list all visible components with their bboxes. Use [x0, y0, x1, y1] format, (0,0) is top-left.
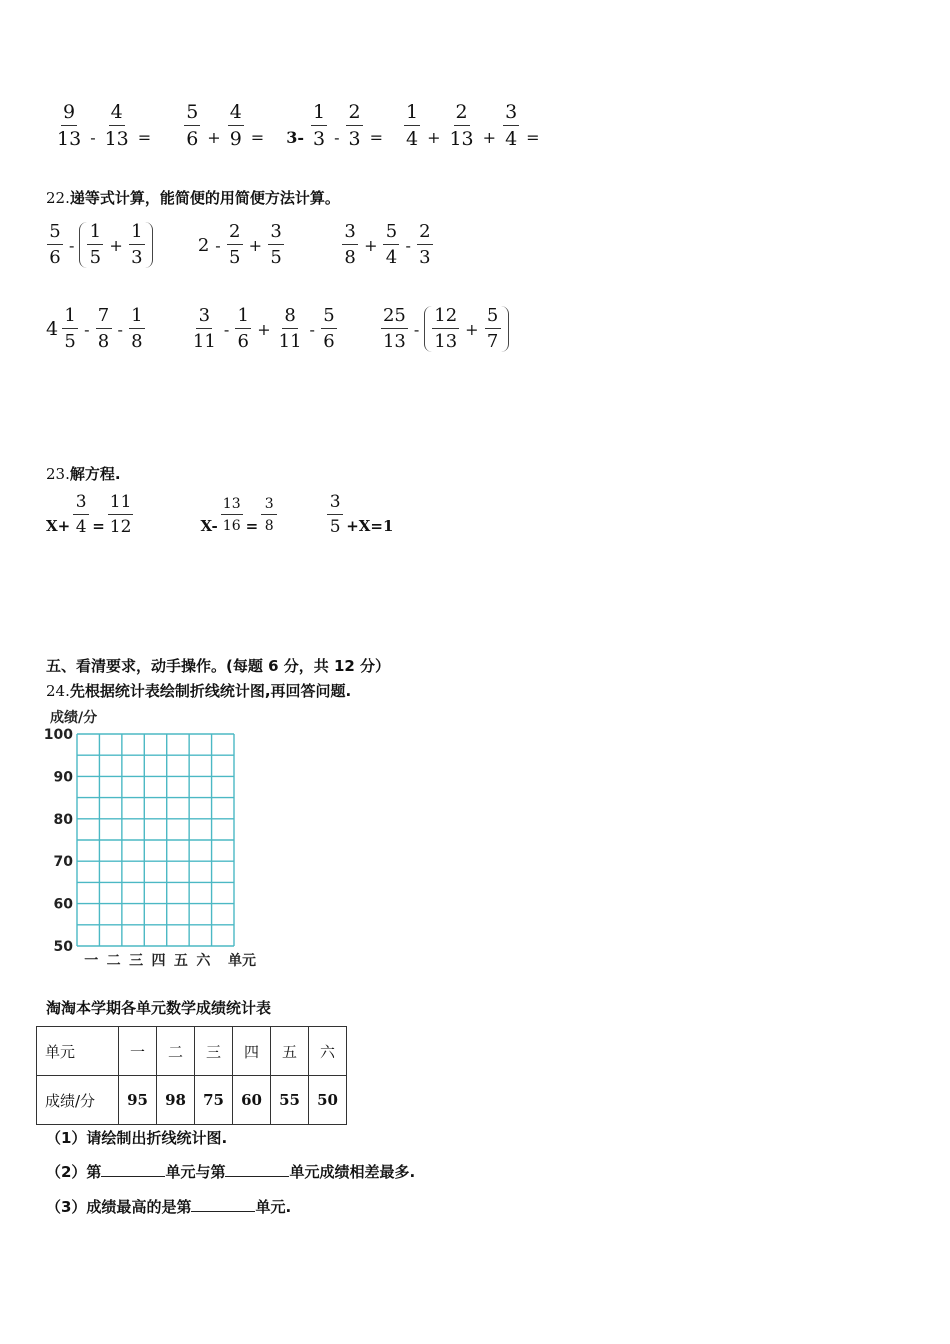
mixed-number: 4 $\frac{1}{5}$ — [46, 307, 81, 351]
fraction: $\frac{3}{8}$ — [342, 223, 358, 267]
fraction: $\frac{5}{6}$ — [186, 101, 199, 150]
unit-cell: 一 — [119, 1027, 157, 1076]
operator: - — [90, 127, 96, 147]
unit-cell: 五 — [271, 1027, 309, 1076]
fraction: $\frac{11}{12}$ — [109, 492, 132, 537]
row-header-unit: 单元 — [37, 1027, 119, 1076]
table-row-scores — [37, 1076, 347, 1125]
operator: - — [223, 319, 230, 339]
question-22-heading: 22.递等式计算，能简便的用简便方法计算。 — [46, 189, 340, 207]
sub-question-2: （2）第 单元与第 单元成绩相差最多. — [46, 1163, 416, 1181]
equals: = — [137, 127, 152, 147]
x-tick-label: 五 — [173, 953, 188, 969]
x-tick-label: 三 — [129, 953, 144, 969]
fraction: $\frac{3}{4}$ — [73, 494, 89, 536]
fraction: $\frac{8}{11}$ — [278, 305, 302, 352]
fraction: $\frac{3}{5}$ — [327, 494, 343, 536]
operator: + — [364, 235, 378, 255]
sub-question-3: （3）成绩最高的是第 单元. — [46, 1198, 292, 1216]
sub-question-1: （1）请绘制出折线统计图. — [46, 1129, 228, 1147]
equation-lead: X- — [200, 517, 218, 535]
unit-cell: 四 — [233, 1027, 271, 1076]
operator: - — [309, 319, 315, 339]
equation-lead: X+ — [46, 517, 71, 535]
fraction: $\frac{5}{4}$ — [383, 223, 399, 267]
fraction: $\frac{3}{5}$ — [268, 223, 284, 267]
fraction: $\frac{7}{8}$ — [96, 307, 112, 351]
parenthesis-group: $\frac{1}{5}$ + $\frac{1}{3}$ — [79, 222, 152, 268]
y-tick-label: 70 — [53, 854, 73, 871]
score-cell: 60 — [233, 1076, 271, 1125]
operator: + — [207, 127, 221, 147]
equals: = — [245, 517, 259, 535]
unit-cell: 二 — [157, 1027, 195, 1076]
lead-term: 2 — [197, 234, 210, 256]
fraction: $\frac{2}{13}$ — [449, 101, 474, 150]
line-chart-grid[interactable] — [40, 704, 280, 974]
question-23-heading: 23.解方程. — [46, 465, 121, 483]
fraction: $\frac{3}{4}$ — [505, 101, 518, 150]
operator: - — [405, 235, 411, 255]
parenthesis-group: $\frac{12}{13}$ + $\frac{5}{7}$ — [424, 306, 508, 352]
equals: = — [250, 127, 265, 147]
fraction: $\frac{1}{4}$ — [405, 101, 419, 150]
fraction: $\frac{25}{13}$ — [382, 305, 406, 352]
x-tick-label: 六 — [196, 953, 211, 969]
q22-row-b — [46, 306, 511, 352]
lead-term: 3- — [286, 127, 304, 147]
score-cell: 75 — [195, 1076, 233, 1125]
fraction: $\frac{13}{16}$ — [222, 496, 241, 534]
operator: - — [84, 319, 90, 339]
score-cell: 95 — [119, 1076, 157, 1125]
operator: - — [334, 127, 340, 147]
answer-blank[interactable] — [225, 1162, 289, 1177]
x-tick-label: 二 — [106, 953, 121, 969]
score-cell: 98 — [157, 1076, 195, 1125]
fraction: $\frac{4}{9}$ — [229, 101, 242, 150]
section-5-heading: 五、看清要求，动手操作。(每题 6 分，共 12 分） — [46, 657, 391, 675]
q22-row-a — [44, 222, 436, 268]
score-cell: 50 — [309, 1076, 347, 1125]
operator: + — [482, 127, 497, 147]
operator: - — [117, 319, 123, 339]
y-tick-label: 100 — [43, 727, 73, 743]
equals: = — [369, 127, 383, 147]
answer-blank[interactable] — [191, 1197, 255, 1212]
y-tick-label: 50 — [53, 939, 73, 955]
fraction: $\frac{4}{13}$ — [104, 101, 129, 150]
table-row-units — [37, 1027, 347, 1076]
operator: + — [427, 127, 441, 147]
operator: - — [413, 319, 420, 339]
operator: - — [69, 235, 75, 255]
fraction: $\frac{1}{3}$ — [312, 101, 326, 150]
y-tick-label: 90 — [53, 769, 73, 786]
x-tick-label: 一 — [84, 953, 99, 969]
equation-tail: +X=1 — [346, 517, 394, 535]
fraction: $\frac{3}{11}$ — [192, 305, 216, 352]
fraction: $\frac{2}{3}$ — [348, 101, 361, 150]
score-table — [36, 1026, 347, 1125]
equals: = — [92, 517, 105, 535]
expr-row-1 — [52, 103, 544, 149]
fraction: $\frac{5}{6}$ — [321, 307, 337, 351]
y-axis-label: 成绩/分 — [50, 710, 98, 726]
y-tick-label: 60 — [53, 896, 73, 913]
operator: - — [215, 235, 221, 255]
fraction: $\frac{3}{8}$ — [261, 497, 277, 533]
question-24-heading: 24.先根据统计表绘制折线统计图,再回答问题. — [46, 682, 352, 700]
row-header-score: 成绩/分 — [37, 1076, 119, 1125]
table-title: 淘淘本学期各单元数学成绩统计表 — [46, 999, 272, 1017]
q23-equations — [46, 494, 393, 536]
fraction: $\frac{2}{5}$ — [227, 223, 243, 267]
y-tick-label: 80 — [53, 811, 73, 828]
answer-blank[interactable] — [101, 1162, 165, 1177]
x-tick-label: 四 — [151, 953, 166, 969]
fraction: $\frac{1}{6}$ — [235, 307, 251, 351]
fraction: $\frac{1}{8}$ — [129, 307, 145, 351]
fraction: $\frac{2}{3}$ — [417, 223, 433, 267]
fraction: $\frac{9}{13}$ — [57, 101, 82, 150]
x-axis-label: 单元 — [228, 953, 256, 969]
operator: + — [248, 235, 263, 255]
unit-cell: 三 — [195, 1027, 233, 1076]
unit-cell: 六 — [309, 1027, 347, 1076]
fraction: $\frac{5}{6}$ — [47, 223, 63, 267]
operator: + — [257, 319, 271, 339]
score-cell: 55 — [271, 1076, 309, 1125]
equals: = — [526, 127, 540, 147]
